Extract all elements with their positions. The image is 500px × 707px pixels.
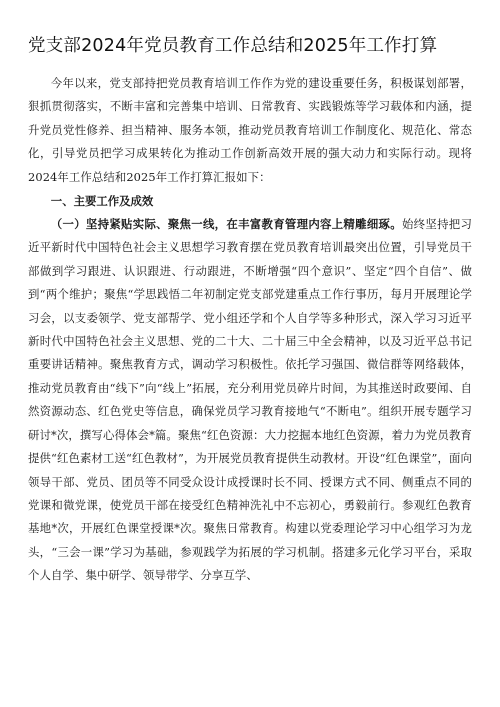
document-title: 党支部2024年党员教育工作总结和2025年工作打算 <box>28 36 438 56</box>
subsection-paragraph <box>28 213 472 588</box>
subsection-body: 始终坚持把习近平新时代中国特色社会主义思想学习教育摆在党员教育培训最突出位置，引导党员干部做到学习跟进、认识跟进、行动跟进，不断增强“四个意识”、坚定“四个自信”、做到“两个维护；聚焦“学思践悟二年初制定党支部党建重点工作行事历，每月开展理论学习会，以支委领学、党支部帮学、党小组还学和个人自学等多种形式，深入学习习近平新时代中国特色社会主义思想、党的二十大、二十届三中全会精神，以及习近平总书记重要讲话精神。聚焦教育方式，调动学习积极性。依托学习强国、微信群等网络载体，推动党员教育由“线下”向“线上”拓展，充分利用党员碎片时间，为其推送时政要闻、自然资源动态、红色党史等信息，确保党员学习教育接地气“不断电”。组织开展专题学习研讨*次，撰写心得体会*篇。聚焦“红色资源：大力挖掘本地红色资源，着力为党员教育提供“红色素材工送“红色教材”，为开展党员教育提供生动教材。开设“红色课堂”，面向领导干部、党员、团员等不同受众设计成授课时长不同、授课方式不同、侧重点不同的党课和微党课，使党员干部在接受红色精神洗礼中不忘初心，勇毅前行。参观红色教育基地*次，开展红色课堂授课*次。聚焦日常教育。构建以党委理论学习中心组学习为龙头，“三会一课”学习为基础，参观践学为拓展的学习机制。搭建多元化学习平台，采取个人自学、集中研学、领导带学、分享互学、 <box>28 217 472 583</box>
intro-paragraph: 今年以来，党支部持把党员教育培训工作作为党的建设重要任务，积极谋划部署，狠抓贯彻落实，不断丰富和完善集中培训、日常教育、实践锻炼等学习载体和内涵，提升党员党性修养、担当精神、服务本领，推动党员教育培训工作制度化、规范化、常态化，引导党员把学习成果转化为推动工作创新高效开展的强大动力和实际行动。现将2024年工作总结和2025年工作打算汇报如下： <box>28 76 472 184</box>
subsection-lead: （一）坚持紧贴实际、聚焦一线，在丰富教育管理内容上精雕细琢。 <box>50 217 402 232</box>
section-heading: 一、主要工作及成效 <box>50 194 154 209</box>
